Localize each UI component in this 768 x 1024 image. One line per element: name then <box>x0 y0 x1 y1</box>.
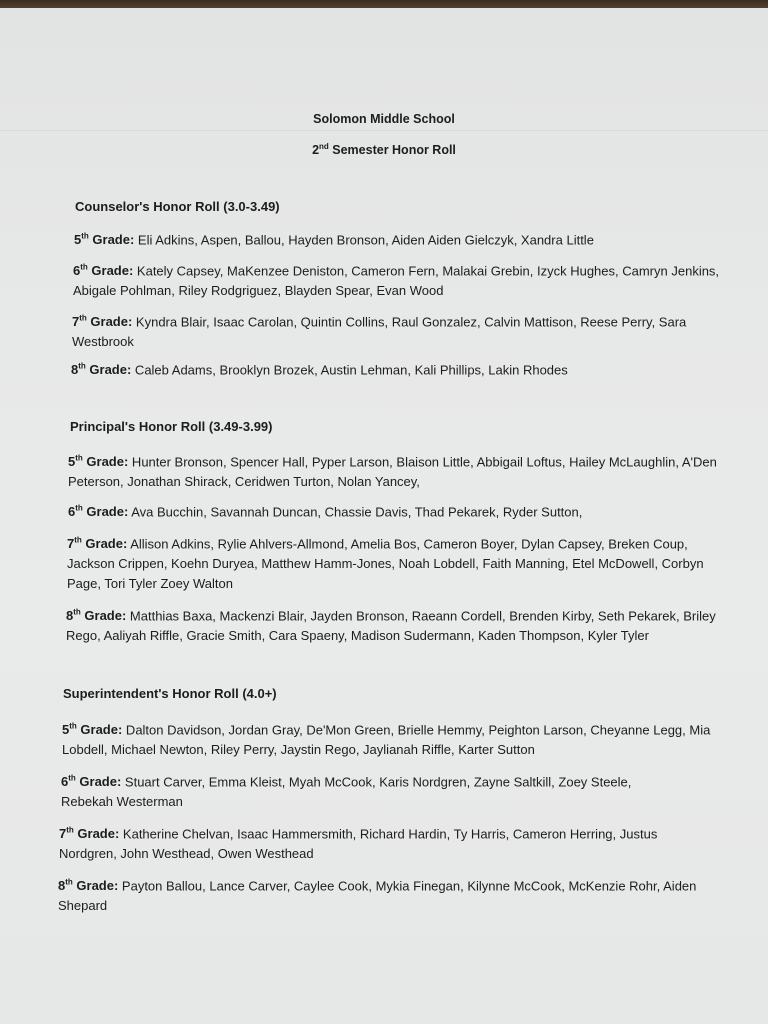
section-title-principal: Principal's Honor Roll (3.49-3.99) <box>70 419 273 434</box>
school-name: Solomon Middle School <box>313 112 455 126</box>
grade-label: 6th Grade: <box>61 774 122 790</box>
grade-entry-counselor-8 <box>71 357 731 380</box>
student-names: Payton Ballou, Lance Carver, Caylee Cook, Mykia Finegan, Kilynne McCook, McKenzie Rohr, Aiden Shepard <box>58 878 697 914</box>
student-names: Matthias Baxa, Mackenzi Blair, Jayden Bronson, Raeann Cordell, Brenden Kirby, Seth Pekarek, Briley Rego, Aaliyah Riffle, Gracie Smith, Cara Spaeny, Madison Sudermann, Kaden Thompson, Kyler Tyler <box>66 608 716 644</box>
subtitle-ordinal-suffix: nd <box>319 142 329 151</box>
grade-label: 5th Grade: <box>62 722 123 738</box>
grade-entry-principal-6 <box>68 499 728 522</box>
subtitle-ordinal-number: 2 <box>312 143 320 158</box>
grade-entry-superintendent-6 <box>61 769 683 812</box>
grade-entry-superintendent-8 <box>58 873 718 916</box>
grade-entry-superintendent-7 <box>59 821 709 864</box>
student-names: Stuart Carver, Emma Kleist, Myah McCook, Karis Nordgren, Zayne Saltkill, Zoey Steele, Rebekah Westerman <box>61 774 632 810</box>
grade-label: 5th Grade: <box>74 232 135 248</box>
document-subtitle <box>0 142 768 157</box>
paper-fold-line <box>0 130 768 131</box>
student-names: Kyndra Blair, Isaac Carolan, Quintin Collins, Raul Gonzalez, Calvin Mattison, Reese Perry, Sara Westbrook <box>72 314 687 350</box>
grade-entry-counselor-7 <box>72 309 722 352</box>
grade-label: 8th Grade: <box>66 608 127 624</box>
student-names: Katherine Chelvan, Isaac Hammersmith, Richard Hardin, Ty Harris, Cameron Herring, Justus Nordgren, John Westhead, Owen Westhead <box>59 826 658 862</box>
grade-entry-superintendent-5 <box>62 717 712 760</box>
grade-label: 5th Grade: <box>68 454 129 470</box>
grade-label: 7th Grade: <box>72 314 133 330</box>
subtitle-text: Semester Honor Roll <box>328 143 456 158</box>
grade-entry-counselor-5 <box>74 227 734 250</box>
grade-entry-principal-7 <box>67 531 707 594</box>
grade-label: 6th Grade: <box>68 504 129 520</box>
student-names: Hunter Bronson, Spencer Hall, Pyper Larson, Blaison Little, Abbigail Loftus, Hailey McLaughlin, A'Den Peterson, Jonathan Shirack, Ceridwen Turton, Nolan Yancey, <box>68 454 717 490</box>
grade-entry-counselor-6 <box>73 258 733 301</box>
grade-label: 8th Grade: <box>58 878 119 894</box>
honor-roll-page <box>0 8 768 1024</box>
grade-label: 6th Grade: <box>73 263 134 279</box>
grade-label: 7th Grade: <box>59 826 120 842</box>
grade-label: 7th Grade: <box>67 536 128 552</box>
student-names: Eli Adkins, Aspen, Ballou, Hayden Bronson, Aiden Aiden Gielczyk, Xandra Little <box>134 232 594 248</box>
student-names: Allison Adkins, Rylie Ahlvers-Allmond, Amelia Bos, Cameron Boyer, Dylan Capsey, Breken Coup, Jackson Crippen, Koehn Duryea, Matthew Hamm-Jones, Noah Lobdell, Faith Manning, Etel McDowell, Corbyn Page, Tori Tyler Zoey Walton <box>67 536 704 592</box>
student-names: Ava Bucchin, Savannah Duncan, Chassie Davis, Thad Pekarek, Ryder Sutton, <box>128 504 583 520</box>
student-names: Kately Capsey, MaKenzee Deniston, Cameron Fern, Malakai Grebin, Izyck Hughes, Camryn Jenkins, Abigale Pohlman, Riley Rodgriguez, Blayden Spear, Evan Wood <box>73 263 720 299</box>
student-names: Dalton Davidson, Jordan Gray, De'Mon Green, Brielle Hemmy, Peighton Larson, Cheyanne Legg, Mia Lobdell, Michael Newton, Riley Perry, Jaystin Rego, Jaylianah Riffle, Karter Sutton <box>62 722 711 758</box>
section-title-superintendent: Superintendent's Honor Roll (4.0+) <box>63 686 277 701</box>
grade-label: 8th Grade: <box>71 362 132 378</box>
student-names: Caleb Adams, Brooklyn Brozek, Austin Lehman, Kali Phillips, Lakin Rhodes <box>131 362 568 378</box>
section-title-counselor: Counselor's Honor Roll (3.0-3.49) <box>75 199 280 214</box>
grade-entry-principal-8 <box>66 603 742 646</box>
grade-entry-principal-5 <box>68 449 740 492</box>
